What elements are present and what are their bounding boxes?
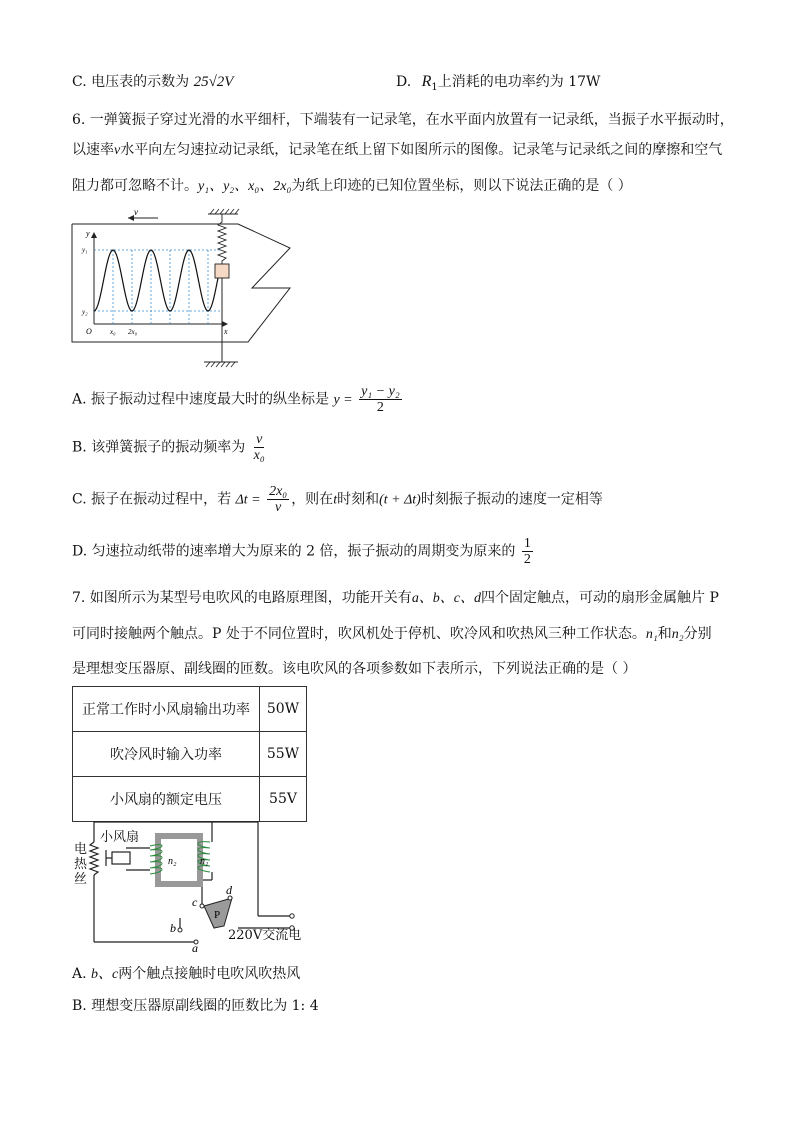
q5-option-d-sub: 1 [431,81,438,93]
table-cell-key: 吹冷风时输入功率 [73,732,260,777]
q6-option-c-num: 2x₀ [269,484,288,499]
q5-option-d-label: D. [396,74,412,90]
q7-option-a-vars: b、c [91,967,119,982]
table-cell-key: 正常工作时小风扇输出功率 [73,687,260,732]
q5-option-c [72,72,233,92]
q6-option-c-t: t [333,492,338,508]
q6-option-c-tdt: (t + Δt) [379,492,421,508]
q6-option-a-lhs: y = [333,392,353,408]
q7-circuit-fan-label: 小风扇 [100,830,140,845]
q6-option-c-text2: ，则在 [291,491,334,508]
q7-stem-line1-a: 7. 如图所示为某型号电吹风的电路原理图，功能开关有 [72,590,412,606]
q6-option-b-frac [252,432,267,463]
q6-option-b [72,432,269,463]
q6-fig-2x0: 2x₀ [128,328,138,336]
q6-option-d-text: D. 匀速拉动纸带的速率增大为原来的 2 倍，振子振动的周期变为原来的 [72,543,516,560]
q6-option-a-frac [359,384,402,415]
q7-circuit-a: a [192,941,198,954]
q6-option-a-den: 2 [376,400,384,415]
table-cell-key: 小风扇的额定电压 [73,777,260,822]
q6-option-c-text3: 时刻和 [337,491,380,508]
q6-option-c [72,484,603,515]
q7-circuit-p: P [214,909,221,921]
q6-option-a-text: A. 振子振动过程中速度最大时的纵坐标是 [72,391,330,408]
q6-fig-y-axis: y [86,229,90,238]
table-row [73,687,307,732]
q6-stem-line3-a: 阻力都可忽略不计。 [72,178,198,194]
q5-option-c-text: C. 电压表的示数为 [72,74,190,90]
q6-stem-line3 [72,176,632,197]
q6-option-d-den: 2 [523,552,531,567]
q7-stem-line1-vars: a、b、c、d [411,591,482,606]
q5-option-c-math: 25√2V [193,74,234,90]
q6-stem-line1: 6. 一弹簧振子穿过光滑的水平细杆，下端装有一记录笔，在水平面内放置有一记录纸，当振子水平振动时， [72,112,734,128]
q5-option-d [396,72,600,98]
q7-stem-line3: 是理想变压器原、副线圈的匝数。该电吹风的各项参数如下表所示，下列说法正确的是（ ） [72,661,637,677]
q7-stem-line1 [72,588,719,609]
q7-stem-line2-a: 可同时接触两个触点。P 处于不同位置时，吹风机处于停机、吹冷风和吹热风三种工作状态。 [72,626,646,642]
q6-option-c-den: v [275,500,282,515]
q5-option-d-rest: 上消耗的电功率约为 17W [437,74,601,90]
q7-param-table [72,686,307,822]
table-row [73,777,307,822]
q6-fig-y1: y₁ [82,246,88,254]
q6-option-b-text: B. 该弹簧振子的振动频率为 [72,439,246,456]
q7-stem-line2-b: 分别 [683,626,712,642]
q7-stem-line1-b: 四个固定触点，可动的扇形金属触片 P [481,590,719,606]
q6-fig-x-axis: x [224,327,228,336]
q6-stem-line2-v: v [114,143,121,158]
q6-stem-line2-b: 水平向左匀速拉动记录纸，记录笔在纸上留下如图所示的图像。记录笔与记录纸之间的摩擦和空气 [120,142,723,158]
q7-circuit-d: d [226,883,232,897]
q6-figure [70,206,300,368]
q6-option-a [72,384,404,415]
q7-circuit-b: b [170,921,176,935]
q6-stem-line2 [72,140,722,161]
table-cell-value: 55V [260,777,307,822]
q7-circuit-supply-label: 220V交流电 [228,928,302,943]
q6-stem-line3-vars: y₁、y₂、x₀、2x₀ [198,179,292,194]
q6-option-c-lhs: Δt = [235,492,261,508]
table-row [73,732,307,777]
table-cell-value: 50W [260,687,307,732]
q6-fig-origin: O [86,327,92,336]
q6-fig-y2: y₂ [82,308,88,316]
q6-stem-line3-b: 为纸上印迹的已知位置坐标，则以下说法正确的是（ ） [291,178,632,194]
q6-option-d-frac [522,536,533,567]
q6-option-b-num: v [256,432,263,447]
q6-option-d-num: 1 [523,536,531,551]
q6-fig-x0: x₀ [110,328,116,336]
q7-circuit-heater-label: 电热丝 [74,842,88,887]
q7-option-a-label: A. [72,966,87,982]
q7-circuit-n2: n₂ [168,856,177,867]
q7-circuit-c: c [192,895,198,909]
q6-option-b-den: x₀ [253,448,265,463]
q7-circuit-n1: n₁ [200,856,209,867]
q7-option-b: B. 理想变压器原副线圈的匝数比为 1: 4 [72,998,319,1014]
q7-stem-line2-n1: n₁ [645,627,658,642]
q7-stem-line2-and: 和 [657,626,672,642]
q6-option-c-text1: C. 振子在振动过程中，若 [72,491,232,508]
q7-stem-line2-n2: n₂ [671,627,684,642]
q6-option-a-num: y₁ − y₂ [361,384,400,399]
q5-option-d-var: R [421,73,432,90]
q7-option-a-text: 两个触点接触时电吹风吹热风 [118,966,301,982]
table-cell-value: 55W [260,732,307,777]
q6-option-d [72,536,535,567]
q6-option-c-frac [267,484,289,515]
q7-option-a [72,964,300,985]
q7-stem-line2 [72,624,712,645]
q6-option-c-text4: 时刻振子振动的速度一定相等 [420,491,603,508]
q6-fig-v-label: v [134,207,138,217]
q6-stem-line2-a: 以速率 [72,142,114,158]
